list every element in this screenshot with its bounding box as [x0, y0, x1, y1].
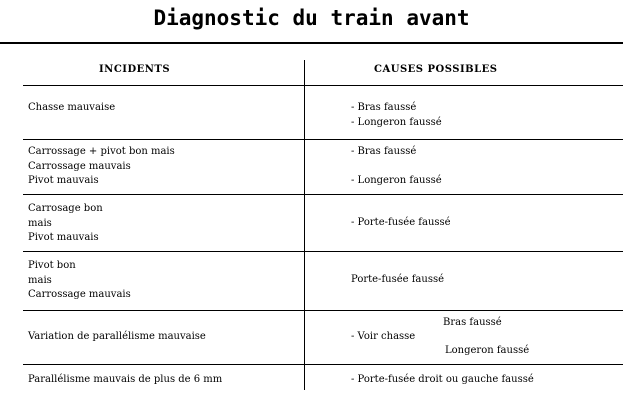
incident-line: Pivot bon — [28, 260, 76, 271]
incident-line: mais — [28, 274, 52, 286]
row-separator — [23, 139, 623, 140]
cause-line: Longeron faussé — [445, 345, 530, 356]
row-separator — [23, 251, 623, 252]
cause-line: - Voir chasse — [351, 331, 416, 342]
cause-line: - Porte-fusée faussé — [351, 217, 451, 228]
cause-cell — [443, 316, 502, 331]
incident-cell — [28, 259, 131, 303]
incident-cell — [28, 145, 175, 189]
cause-cell — [445, 344, 529, 359]
incident-line: Carrossage + pivot bon mais — [28, 146, 175, 157]
cause-cell — [351, 330, 415, 345]
header-causes: CAUSES POSSIBLES — [374, 64, 498, 75]
header-incidents: INCIDENTS — [99, 64, 171, 75]
incident-line: Pivot mauvais — [28, 232, 99, 243]
cause-line: Porte-fusée faussé — [351, 274, 445, 285]
title-underline — [0, 42, 623, 44]
cause-line: Bras faussé — [443, 317, 502, 328]
cause-line: - Bras faussé — [351, 102, 417, 113]
cause-line: - Longeron faussé — [351, 175, 442, 186]
incident-line: Carrossage mauvais — [28, 289, 131, 300]
cause-line: - Porte-fusée droit ou gauche faussé — [351, 374, 534, 385]
cause-line: - Bras faussé — [351, 146, 417, 157]
incident-cell — [28, 330, 206, 345]
cause-cell — [351, 373, 534, 388]
incident-cell — [28, 101, 115, 116]
cause-cell — [351, 273, 444, 288]
incident-line: mais — [28, 217, 52, 229]
incident-line: Carrossage mauvais — [28, 160, 131, 172]
cause-cell — [351, 174, 442, 189]
column-divider — [304, 60, 305, 390]
incident-line: Parallélisme mauvais de plus de 6 mm — [28, 374, 223, 385]
row-separator — [23, 364, 623, 365]
incident-line: Chasse mauvaise — [28, 102, 116, 113]
cause-cell — [351, 145, 416, 160]
cause-cell — [351, 101, 442, 130]
row-separator — [23, 310, 623, 311]
incident-cell — [28, 373, 222, 388]
incident-cell — [28, 202, 103, 246]
cause-line: - Longeron faussé — [351, 116, 442, 128]
cause-cell — [351, 216, 451, 231]
row-separator — [23, 85, 623, 86]
incident-line: Variation de parallélisme mauvaise — [28, 331, 206, 342]
incident-line: Pivot mauvais — [28, 175, 99, 186]
row-separator — [23, 194, 623, 195]
incident-line: Carrosage bon — [28, 203, 103, 214]
page-title: Diagnostic du train avant — [153, 6, 470, 30]
